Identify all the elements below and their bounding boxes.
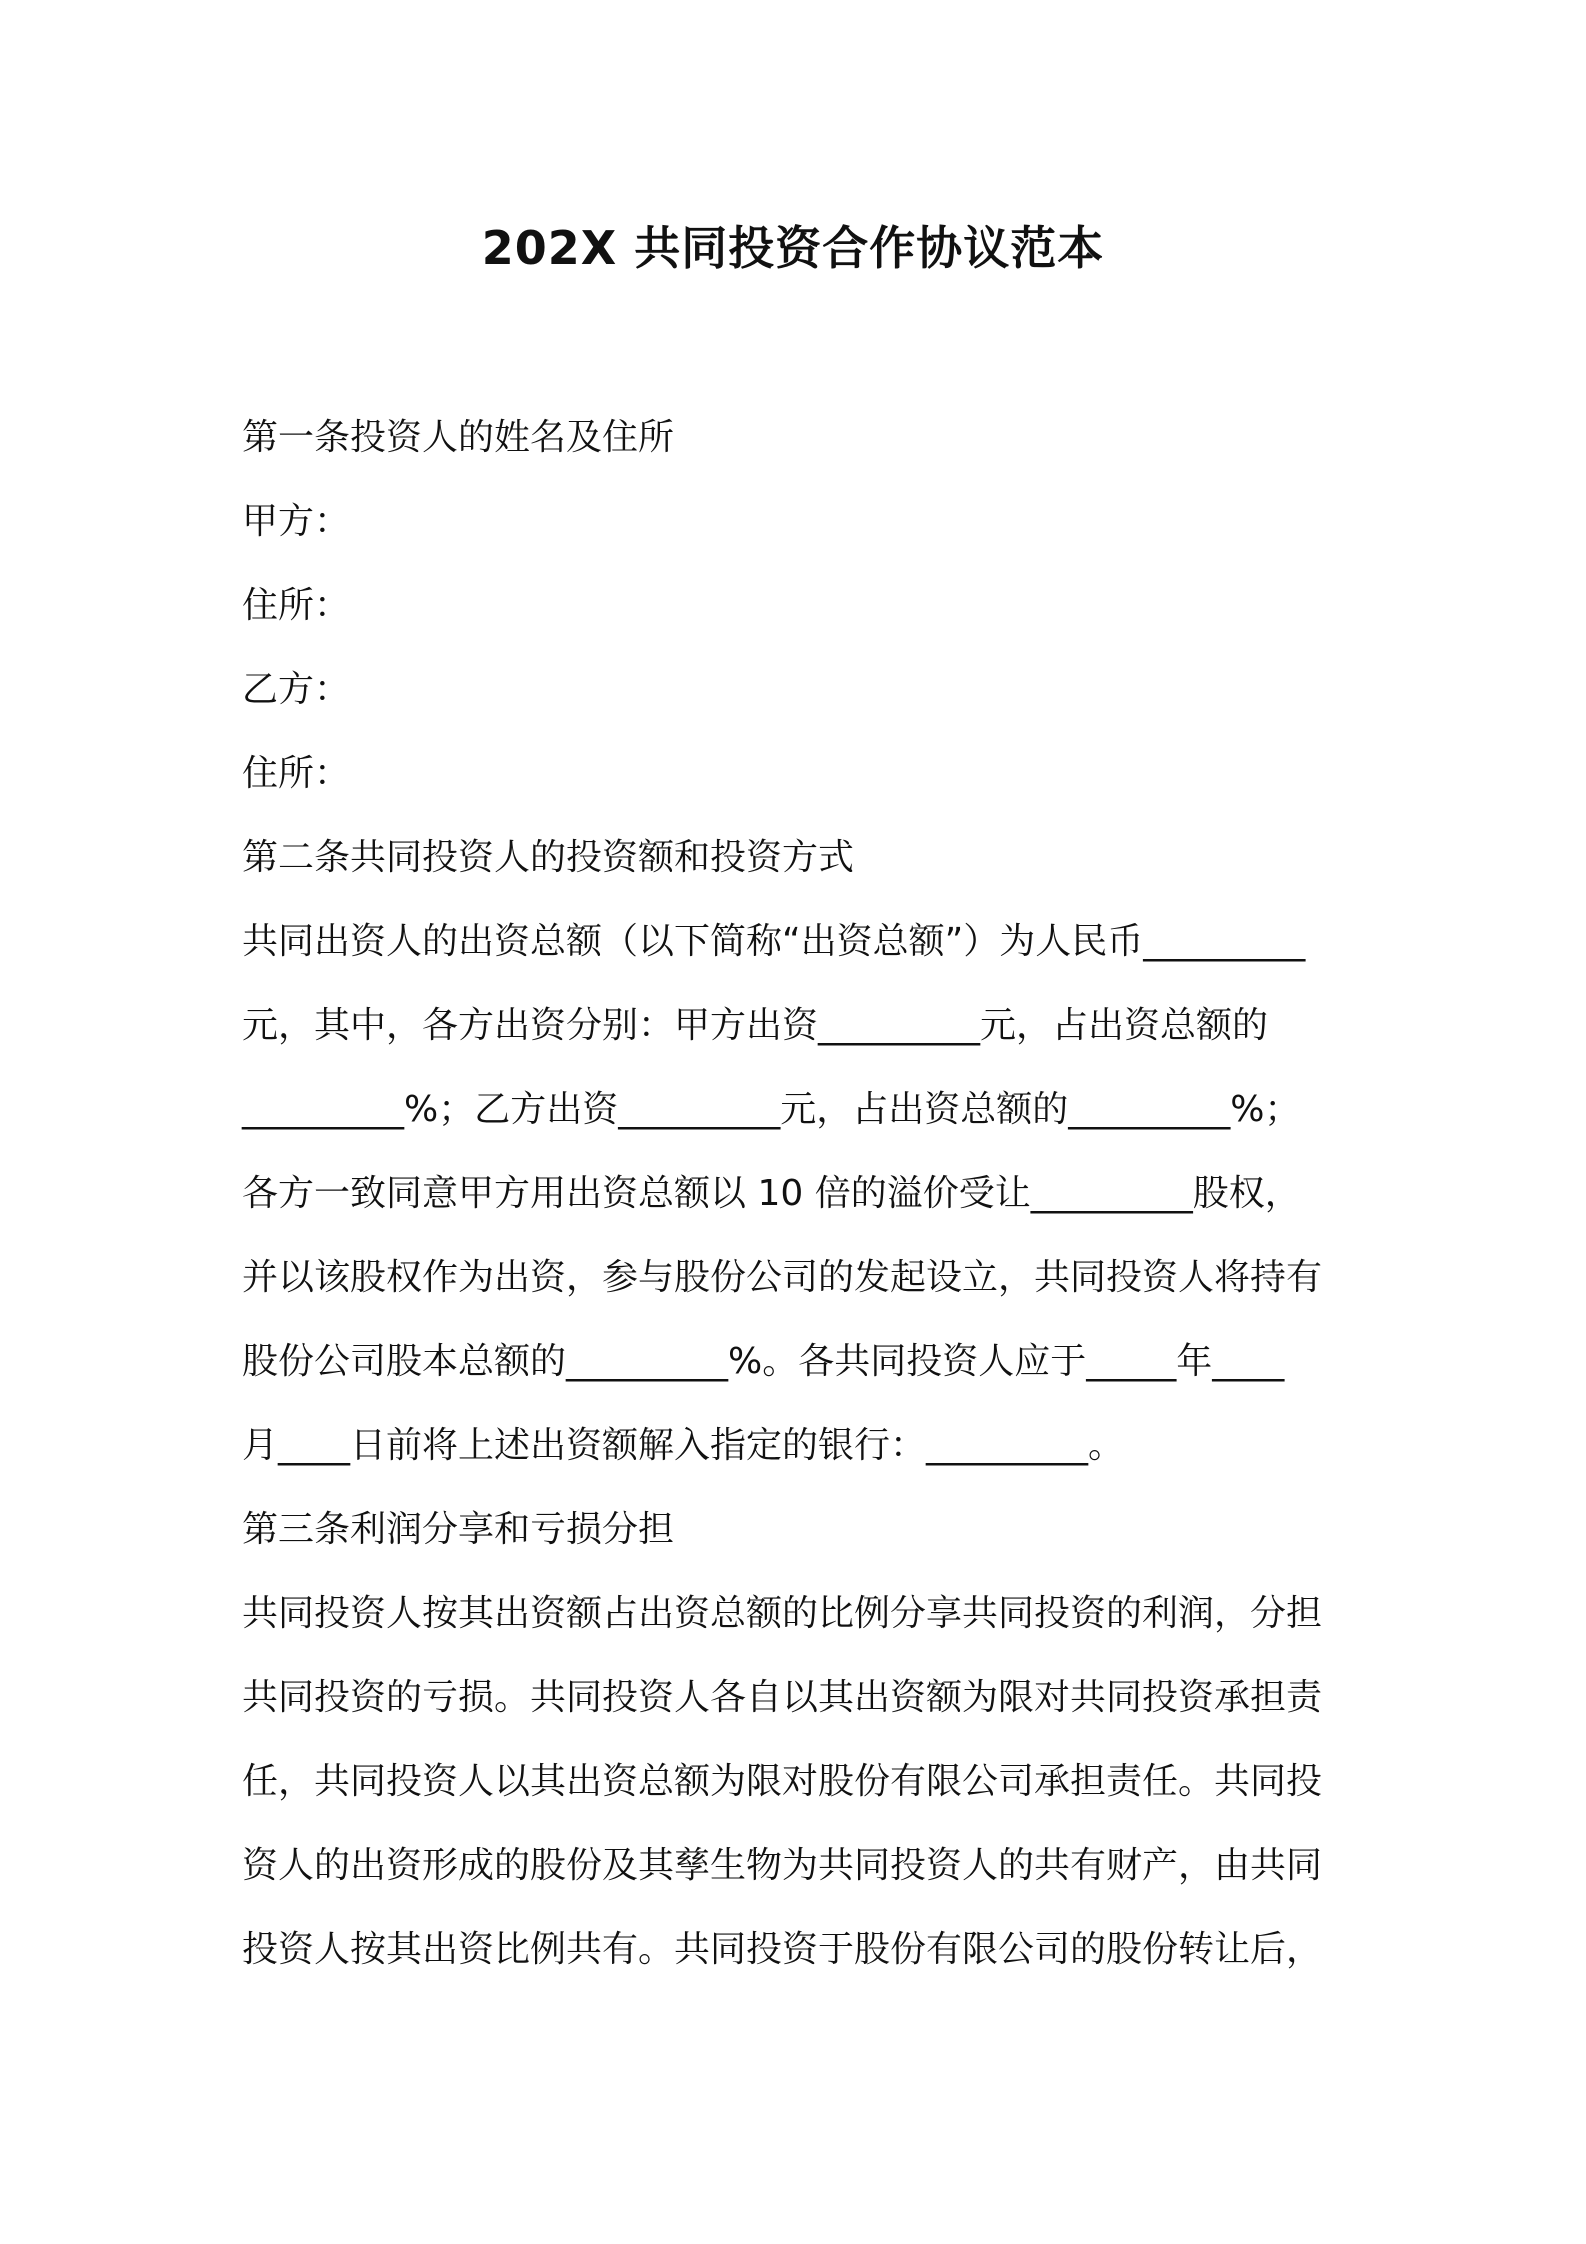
article-2-text-line: 各方一致同意甲方用出资总额以 10 倍的溢价受让_________股权， — [242, 1173, 1301, 1214]
article-2-text-line: 月____日前将上述出资额解入指定的银行：_________。 — [242, 1425, 1125, 1466]
article-3-text-line: 投资人按其出资比例共有。共同投资于股份有限公司的股份转让后， — [242, 1929, 1323, 1970]
party-b-label: 乙方： — [242, 669, 351, 710]
article-2-text-line: _________%；乙方出资_________元，占出资总额的_________%； — [242, 1089, 1301, 1130]
article-2-text-line: 元，其中，各方出资分别：甲方出资_________元，占出资总额的 — [242, 1005, 1269, 1046]
article-2-text-line: 共同出资人的出资总额（以下简称“出资总额”）为人民币_________ — [242, 921, 1306, 962]
article-3-heading: 第三条利润分享和亏损分担 — [242, 1509, 675, 1550]
party-a-address-label: 住所： — [242, 585, 351, 626]
document-title: 202X 共同投资合作协议范本 — [481, 221, 1105, 275]
article-3-text-line: 资人的出资形成的股份及其孳生物为共同投资人的共有财产，由共同 — [242, 1845, 1323, 1886]
article-1-heading: 第一条投资人的姓名及住所 — [242, 417, 675, 458]
article-2-heading: 第二条共同投资人的投资额和投资方式 — [242, 837, 855, 878]
article-2-text-line: 并以该股权作为出资，参与股份公司的发起设立，共同投资人将持有 — [242, 1257, 1323, 1298]
party-b-address-label: 住所： — [242, 753, 351, 794]
article-3-text-line: 共同投资人按其出资额占出资总额的比例分享共同投资的利润，分担 — [242, 1593, 1323, 1634]
article-3-text-line: 任，共同投资人以其出资总额为限对股份有限公司承担责任。共同投 — [242, 1761, 1323, 1802]
party-a-label: 甲方： — [242, 501, 351, 542]
article-3-text-line: 共同投资的亏损。共同投资人各自以其出资额为限对共同投资承担责 — [242, 1677, 1323, 1718]
article-2-text-line: 股份公司股本总额的_________%。各共同投资人应于_____年____ — [242, 1341, 1285, 1382]
